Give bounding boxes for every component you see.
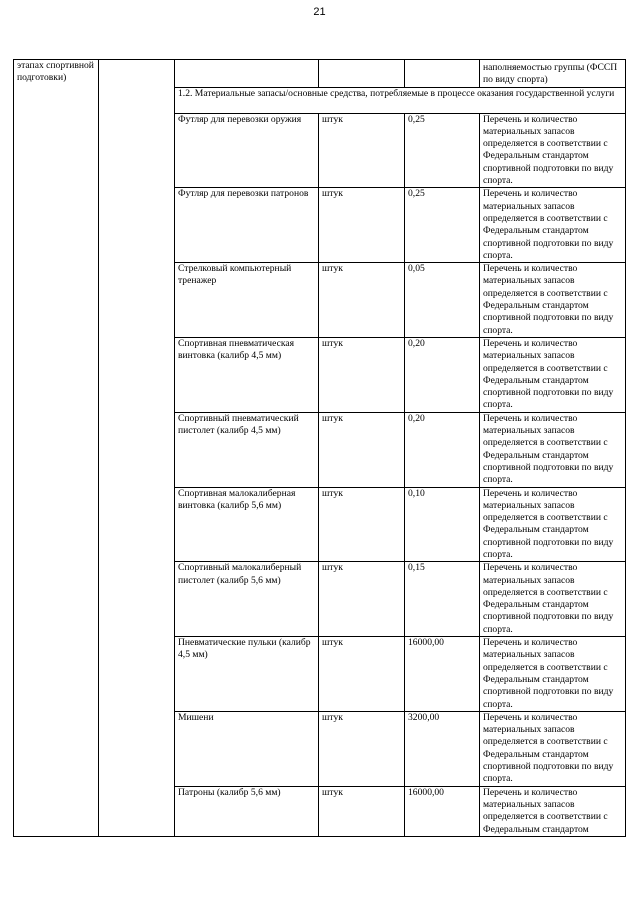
item-value: 0,05 (405, 263, 480, 338)
section-title: 1.2. Материальные запасы/основные средства, потребляемые в процессе оказания государственной услуги (175, 87, 626, 113)
empty-cell (175, 60, 319, 88)
item-note: Перечень и количество материальных запасов определяется в соответствии с Федеральным стандартом спортивной подготовки по виду спорта. (480, 263, 626, 338)
item-value: 16000,00 (405, 637, 480, 712)
item-unit: штук (319, 637, 405, 712)
item-unit: штук (319, 412, 405, 487)
item-note: Перечень и количество материальных запасов определяется в соответствии с Федеральным стандартом спортивной подготовки по виду спорта. (480, 337, 626, 412)
item-name: Спортивный пневматический пистолет (калибр 4,5 мм) (175, 412, 319, 487)
item-unit: штук (319, 263, 405, 338)
item-name: Пневматические пульки (калибр 4,5 мм) (175, 637, 319, 712)
item-unit: штук (319, 188, 405, 263)
item-unit: штук (319, 337, 405, 412)
empty-cell (319, 60, 405, 88)
empty-cell (405, 60, 480, 88)
item-name: Мишени (175, 711, 319, 786)
item-note: Перечень и количество материальных запасов определяется в соответствии с Федеральным стандартом спортивной подготовки по виду спорта. (480, 487, 626, 562)
item-name: Патроны (калибр 5,6 мм) (175, 786, 319, 836)
item-value: 0,25 (405, 188, 480, 263)
item-unit: штук (319, 562, 405, 637)
item-name: Футляр для перевозки патронов (175, 188, 319, 263)
item-note: Перечень и количество материальных запасов определяется в соответствии с Федеральным стандартом спортивной подготовки по виду спорта. (480, 637, 626, 712)
item-note: Перечень и количество материальных запасов определяется в соответствии с Федеральным стандартом (480, 786, 626, 836)
item-name: Спортивная малокалиберная винтовка (калибр 5,6 мм) (175, 487, 319, 562)
item-note: Перечень и количество материальных запасов определяется в соответствии с Федеральным стандартом спортивной подготовки по виду спорта. (480, 562, 626, 637)
continuation-note: наполняемостью группы (ФССП по виду спорта) (480, 60, 626, 88)
table-row (14, 60, 626, 88)
item-value: 3200,00 (405, 711, 480, 786)
item-note: Перечень и количество материальных запасов определяется в соответствии с Федеральным стандартом спортивной подготовки по виду спорта. (480, 711, 626, 786)
item-value: 16000,00 (405, 786, 480, 836)
item-unit: штук (319, 113, 405, 188)
item-name: Футляр для перевозки оружия (175, 113, 319, 188)
item-name: Спортивный малокалиберный пистолет (калибр 5,6 мм) (175, 562, 319, 637)
item-note: Перечень и количество материальных запасов определяется в соответствии с Федеральным стандартом спортивной подготовки по виду спорта. (480, 188, 626, 263)
item-name: Спортивная пневматическая винтовка (калибр 4,5 мм) (175, 337, 319, 412)
item-note: Перечень и количество материальных запасов определяется в соответствии с Федеральным стандартом спортивной подготовки по виду спорта. (480, 412, 626, 487)
materials-table (13, 59, 626, 837)
item-value: 0,20 (405, 337, 480, 412)
stage-cell: этапах спортивной подготовки) (14, 60, 99, 837)
empty-cell (99, 60, 175, 837)
item-unit: штук (319, 786, 405, 836)
item-unit: штук (319, 711, 405, 786)
item-name: Стрелковый компьютерный тренажер (175, 263, 319, 338)
item-value: 0,15 (405, 562, 480, 637)
item-value: 0,25 (405, 113, 480, 188)
item-unit: штук (319, 487, 405, 562)
item-value: 0,20 (405, 412, 480, 487)
item-value: 0,10 (405, 487, 480, 562)
item-note: Перечень и количество материальных запасов определяется в соответствии с Федеральным стандартом спортивной подготовки по виду спорта. (480, 113, 626, 188)
page-number: 21 (313, 6, 326, 18)
